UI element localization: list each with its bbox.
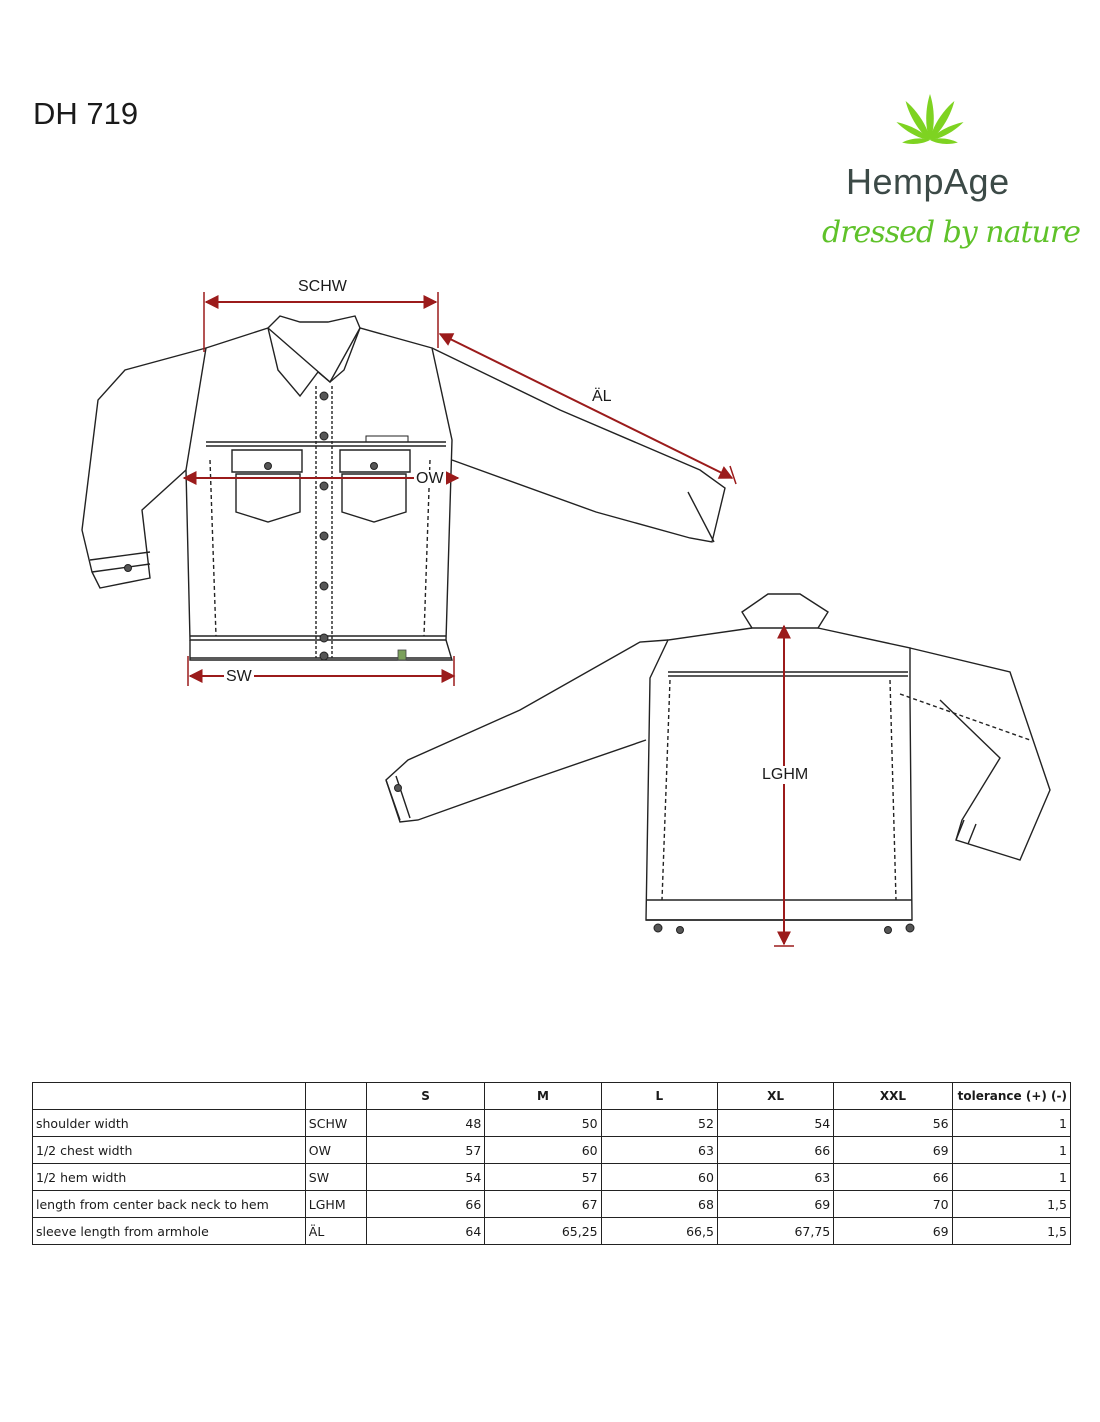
cell-xxl: 70 (834, 1191, 952, 1218)
cell-xxl: 69 (834, 1137, 952, 1164)
cell-xl: 54 (717, 1110, 833, 1137)
label-ow: OW (416, 470, 444, 487)
cell-xxl: 66 (834, 1164, 952, 1191)
header-xl: XL (717, 1083, 833, 1110)
brand-logo (800, 85, 1080, 275)
header-l: L (601, 1083, 717, 1110)
table-row (33, 1164, 1071, 1191)
cell-tolerance: 1 (952, 1110, 1070, 1137)
cell-tolerance: 1,5 (952, 1218, 1070, 1245)
cell-xxl: 56 (834, 1110, 952, 1137)
header-m: M (485, 1083, 601, 1110)
row-desc: length from center back neck to hem (33, 1191, 306, 1218)
cell-tolerance: 1 (952, 1164, 1070, 1191)
row-code: OW (305, 1137, 366, 1164)
table-row (33, 1191, 1071, 1218)
cell-xl: 67,75 (717, 1218, 833, 1245)
row-desc: shoulder width (33, 1110, 306, 1137)
row-desc: sleeve length from armhole (33, 1218, 306, 1245)
brand-name: HempAge (846, 161, 1010, 202)
size-table (32, 1082, 1071, 1245)
label-al: ÄL (592, 388, 612, 405)
cell-l: 66,5 (601, 1218, 717, 1245)
brand-tagline: dressed by nature (822, 215, 1080, 250)
jacket-back-sketch (386, 594, 1050, 920)
row-desc: 1/2 hem width (33, 1164, 306, 1191)
row-code: ÄL (305, 1218, 366, 1245)
row-code: SCHW (305, 1110, 366, 1137)
header-tolerance: tolerance (+) (-) (952, 1083, 1070, 1110)
table-row (33, 1137, 1071, 1164)
cell-l: 60 (601, 1164, 717, 1191)
cell-tolerance: 1 (952, 1137, 1070, 1164)
table-row (33, 1110, 1071, 1137)
cell-m: 67 (485, 1191, 601, 1218)
header-s: S (366, 1083, 484, 1110)
cell-m: 57 (485, 1164, 601, 1191)
row-code: LGHM (305, 1191, 366, 1218)
cell-m: 50 (485, 1110, 601, 1137)
cell-m: 65,25 (485, 1218, 601, 1245)
cell-m: 60 (485, 1137, 601, 1164)
cell-xxl: 69 (834, 1218, 952, 1245)
label-schw: SCHW (298, 278, 347, 295)
dimension-arrows (184, 292, 794, 946)
label-sw: SW (226, 668, 252, 685)
cell-s: 54 (366, 1164, 484, 1191)
row-desc: 1/2 chest width (33, 1137, 306, 1164)
header-xxl: XXL (834, 1083, 952, 1110)
document-title: DH 719 (33, 96, 139, 131)
cell-tolerance: 1,5 (952, 1191, 1070, 1218)
jacket-front-sketch (82, 316, 725, 660)
header-code (305, 1083, 366, 1110)
table-row (33, 1218, 1071, 1245)
cell-s: 48 (366, 1110, 484, 1137)
cell-xl: 63 (717, 1164, 833, 1191)
cell-l: 63 (601, 1137, 717, 1164)
arrow-al (440, 334, 732, 478)
cell-xl: 69 (717, 1191, 833, 1218)
technical-drawing (0, 260, 1100, 980)
cell-xl: 66 (717, 1137, 833, 1164)
label-lghm: LGHM (762, 766, 809, 783)
table-header-row (33, 1083, 1071, 1110)
row-code: SW (305, 1164, 366, 1191)
cell-s: 57 (366, 1137, 484, 1164)
cell-s: 66 (366, 1191, 484, 1218)
cell-l: 68 (601, 1191, 717, 1218)
cell-l: 52 (601, 1110, 717, 1137)
hemp-leaf-icon (800, 85, 1060, 165)
cell-s: 64 (366, 1218, 484, 1245)
header-desc (33, 1083, 306, 1110)
